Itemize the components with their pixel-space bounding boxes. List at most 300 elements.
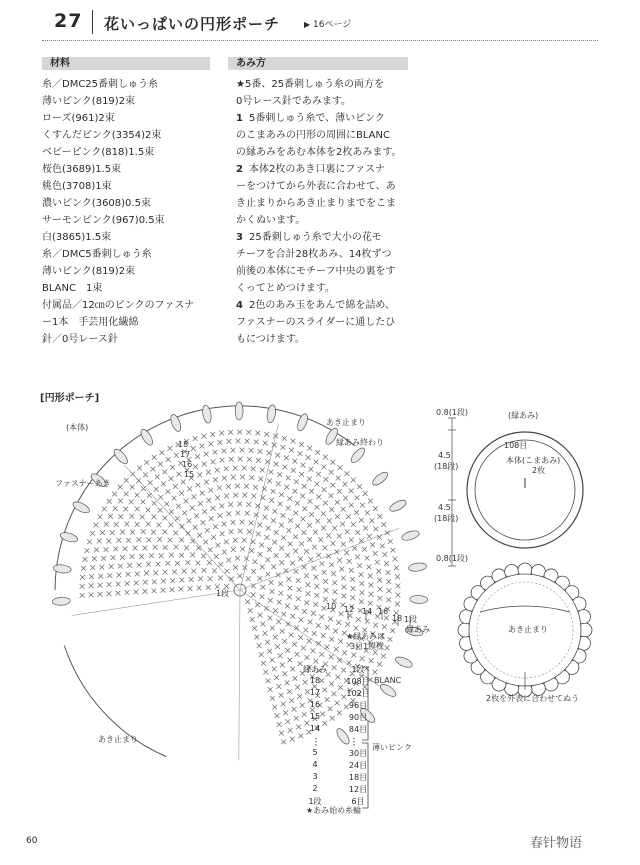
stitch-x <box>265 640 270 645</box>
stitch-x <box>123 507 128 512</box>
stitch-x <box>152 501 157 506</box>
stitch-x <box>316 623 321 628</box>
stitch-x <box>381 522 386 527</box>
stitch-x <box>118 514 123 519</box>
stitch-x <box>192 494 197 499</box>
stitch-x <box>274 675 279 680</box>
edging-petal <box>71 500 91 515</box>
stitch-x <box>304 549 309 554</box>
stitch-x <box>112 492 117 497</box>
stitch-x <box>337 534 342 539</box>
stitch-x <box>116 591 121 596</box>
stitch-x <box>319 561 324 566</box>
stitch-x <box>226 484 231 489</box>
stitch-x <box>249 475 254 480</box>
stitch-x <box>142 546 147 551</box>
stitch-x <box>299 442 304 447</box>
stitch-x <box>329 470 334 475</box>
stitch-x <box>137 563 142 568</box>
stitch-x <box>251 539 256 544</box>
stitch-x <box>185 560 190 565</box>
stitch-x <box>276 684 281 689</box>
stitch-x <box>363 526 368 531</box>
round-18-label: 18 <box>392 614 403 623</box>
stitch-x <box>222 449 227 454</box>
stitch-x <box>293 549 298 554</box>
stitch-x <box>158 462 163 467</box>
stitch-x <box>151 530 156 535</box>
stitch-x <box>331 571 336 576</box>
stitch-x <box>357 484 362 489</box>
table-row <box>300 700 390 712</box>
stitch-x <box>384 616 389 621</box>
edging-end-label: 縁あみ終わり <box>336 438 384 447</box>
stitch-x <box>126 572 131 577</box>
stitch-x <box>306 455 311 460</box>
stitch-x <box>325 645 330 650</box>
stitch-x <box>284 455 289 460</box>
stitch-x <box>159 553 164 558</box>
stitch-x <box>290 614 295 619</box>
stitch-x <box>186 531 191 536</box>
stitch-x <box>396 593 401 598</box>
stitch-x <box>267 649 272 654</box>
start-ring-note: ★あみ始め糸輪 <box>306 806 362 815</box>
edging-petal <box>139 427 155 447</box>
stitch-x <box>385 530 390 535</box>
stitch-x <box>168 522 173 527</box>
stitch-x <box>390 628 395 633</box>
stitch-x <box>214 554 219 559</box>
stitch-x <box>226 511 231 516</box>
stitch-x <box>368 601 373 606</box>
stitch-x <box>187 486 192 491</box>
stitch-x <box>113 546 118 551</box>
stitch-x <box>252 626 257 631</box>
stitch-x <box>158 508 163 513</box>
stitch-x <box>321 464 326 469</box>
stitch-x <box>161 579 166 584</box>
stitch-x <box>247 529 252 534</box>
stitch-x <box>326 533 331 538</box>
watermark-text: 春针物语 <box>530 836 583 851</box>
stitch-count: 18目 <box>348 773 368 782</box>
stitch-x <box>286 577 291 582</box>
stitch-x <box>367 534 372 539</box>
stitch-x <box>146 522 151 527</box>
stitch-x <box>201 434 206 439</box>
stitch-x <box>339 567 344 572</box>
stitch-x <box>240 448 245 453</box>
stitch-x <box>340 522 345 527</box>
stitch-x <box>150 467 155 472</box>
stitch-x <box>373 623 378 628</box>
stitch-x <box>127 563 132 568</box>
stitch-x <box>135 522 140 527</box>
stitch-x <box>315 505 320 510</box>
stitch-x <box>298 451 303 456</box>
stitch-x <box>321 633 326 638</box>
table-row <box>300 772 390 784</box>
stitch-x <box>271 518 276 523</box>
stitch-x <box>281 513 286 518</box>
stitch-x <box>258 477 263 482</box>
stitch-x <box>359 538 364 543</box>
stitch-x <box>281 535 286 540</box>
stitch-x <box>126 538 131 543</box>
stitch-x <box>205 528 210 533</box>
stitch-x <box>237 430 242 435</box>
assembly-note: 2枚を外表に合わせてぬう <box>486 694 580 703</box>
step-text: 5番刺しゅう糸で、薄いピンク <box>248 113 385 124</box>
table-row <box>300 664 390 676</box>
stitch-x <box>219 504 224 509</box>
open-stop-top-label: あき止まり <box>326 418 366 427</box>
stitch-x <box>277 472 282 477</box>
row-label: 4 <box>312 760 318 769</box>
stitch-x <box>298 556 303 561</box>
stitch-x <box>373 526 378 531</box>
stitch-x <box>255 602 260 607</box>
stitch-x <box>375 560 380 565</box>
stitch-x <box>386 597 391 602</box>
stitch-x <box>333 629 338 634</box>
stitch-x <box>299 472 304 477</box>
stitch-x <box>193 464 198 469</box>
stitch-x <box>285 719 290 724</box>
stitch-x <box>278 591 283 596</box>
stitch-x <box>288 728 293 733</box>
stitch-x <box>213 450 218 455</box>
stitch-x <box>395 574 400 579</box>
stitch-x <box>97 539 102 544</box>
stitch-x <box>336 620 341 625</box>
round-14-label: 14 <box>362 607 373 616</box>
stitch-x <box>395 602 400 607</box>
stitch-x <box>373 506 378 511</box>
stitch-x <box>293 511 298 516</box>
stitch-x <box>161 481 166 486</box>
stitch-x <box>263 670 268 675</box>
blanc-label: BLANC <box>374 676 402 685</box>
open-stop-bottom-label: あき止まり <box>98 735 138 744</box>
stitch-x <box>350 577 355 582</box>
stitch-x <box>377 535 382 540</box>
stitch-x <box>260 622 265 627</box>
stitch-x <box>305 591 310 596</box>
stitch-x <box>279 523 284 528</box>
stitch-x <box>206 498 211 503</box>
stitch-x <box>162 470 167 475</box>
stitch-count: 6目 <box>351 797 365 806</box>
stitch-x <box>161 588 166 593</box>
stitch-x <box>196 561 201 566</box>
stitch-x <box>307 639 312 644</box>
stitch-x <box>188 586 193 591</box>
stitch-x <box>294 479 299 484</box>
stitch-x <box>247 457 252 462</box>
stitch-x <box>124 522 129 527</box>
stitch-x <box>359 581 364 586</box>
stitch-x <box>359 518 364 523</box>
stitch-x <box>287 595 292 600</box>
stitch-x <box>341 542 346 547</box>
row-label: 5 <box>312 748 318 757</box>
step-text: ★5番、25番刺しゅう糸の両方を <box>236 79 385 90</box>
step-text: ファスナーのスライダーに通したひ <box>236 317 396 328</box>
stitch-x <box>342 650 347 655</box>
stitch-x <box>101 556 106 561</box>
stitch-x <box>257 643 262 648</box>
stitch-x <box>193 436 198 441</box>
stitch-x <box>160 450 165 455</box>
stitch-x <box>283 465 288 470</box>
dim-mid1: 4.5 <box>438 451 451 460</box>
material-item: サーモンピンク(967)0.5束 <box>42 215 165 226</box>
edging-note-line2: 3目1模様 <box>350 642 385 651</box>
stitch-x <box>228 430 233 435</box>
stitch-x <box>267 451 272 456</box>
stitch-x <box>213 477 218 482</box>
stitch-x <box>271 489 276 494</box>
stitch-x <box>287 496 292 501</box>
stitch-x <box>169 476 174 481</box>
stitch-x <box>315 450 320 455</box>
stitch-x <box>289 632 294 637</box>
stitch-x <box>217 513 222 518</box>
stitch-x <box>120 530 125 535</box>
stitch-x <box>233 466 238 471</box>
stitch-x <box>377 596 382 601</box>
stitch-x <box>156 562 161 567</box>
stitch-x <box>318 537 323 542</box>
edging-petal <box>388 498 408 514</box>
material-item: ローズ(961)2束 <box>42 113 115 124</box>
stitch-x <box>275 644 280 649</box>
stitch-x <box>313 659 318 664</box>
stitch-x <box>260 585 265 590</box>
stitch-x <box>240 520 245 525</box>
stitch-x <box>368 574 373 579</box>
stitch-x <box>167 446 172 451</box>
stitch-x <box>365 510 370 515</box>
stitch-x <box>349 503 354 508</box>
stitch-x <box>143 589 148 594</box>
stitch-x <box>286 506 291 511</box>
stitch-x <box>330 483 335 488</box>
stitch-x <box>180 524 185 529</box>
stitch-x <box>289 448 294 453</box>
stitch-x <box>92 556 97 561</box>
stitch-x <box>349 568 354 573</box>
stitch-x <box>89 574 94 579</box>
stitch-x <box>251 584 256 589</box>
stitch-x <box>254 439 259 444</box>
stitch-x <box>314 593 319 598</box>
stitch-count: 96目 <box>348 701 368 710</box>
stitch-x <box>174 545 179 550</box>
stitch-x <box>294 716 299 721</box>
stitch-x <box>351 653 356 658</box>
stitch-x <box>195 454 200 459</box>
stitch-x <box>312 545 317 550</box>
stitch-x <box>182 569 187 574</box>
row-label: 17 <box>309 688 321 697</box>
edging-petal <box>408 562 427 572</box>
stitch-x <box>206 585 211 590</box>
stitch-x <box>260 594 265 599</box>
stitch-x <box>147 493 152 498</box>
step-number: 3 <box>236 232 243 243</box>
stitch-count: 102目 <box>346 689 370 698</box>
stitch-x <box>83 557 88 562</box>
stitch-x <box>344 471 349 476</box>
dim-mid1-rows: (18段) <box>434 462 459 471</box>
stitch-x <box>222 476 227 481</box>
stitch-x <box>190 552 195 557</box>
stitch-x <box>163 545 168 550</box>
stitch-x <box>215 468 220 473</box>
stitch-x <box>281 739 286 744</box>
stitch-x <box>381 654 386 659</box>
stitch-x <box>286 528 291 533</box>
stitch-x <box>269 470 274 475</box>
stitch-count: 108目 <box>346 677 370 686</box>
stitch-x <box>394 565 399 570</box>
round-1-label: 1段 <box>216 589 230 598</box>
stitch-x <box>253 485 258 490</box>
stitch-x <box>87 539 92 544</box>
stitch-x <box>146 508 151 513</box>
stitch-x <box>143 472 148 477</box>
stitch-x <box>81 566 86 571</box>
stitch-x <box>266 678 271 683</box>
stitch-x <box>278 653 283 658</box>
step-text: き止まりからあき止まりまでをこま <box>236 198 396 209</box>
stitch-x <box>233 538 238 543</box>
row-label: 14 <box>309 724 321 733</box>
stitch-x <box>267 479 272 484</box>
stitch-x <box>295 652 300 657</box>
stitch-x <box>307 523 312 528</box>
round-16-label: 16 <box>378 607 389 616</box>
stitch-x <box>152 514 157 519</box>
stitch-x <box>339 612 344 617</box>
stitch-x <box>291 439 296 444</box>
stitch-x <box>114 522 119 527</box>
edging-label: 縁あみ <box>406 625 430 634</box>
stitch-x <box>334 647 339 652</box>
dim-mid2: 4.5 <box>438 503 451 512</box>
stitch-x <box>274 553 279 558</box>
stitch-x <box>309 467 314 472</box>
stitch-x <box>290 667 295 672</box>
stitch-x <box>370 542 375 547</box>
row-label: 18 <box>309 676 321 685</box>
stitch-x <box>338 639 343 644</box>
stitch-x <box>248 608 253 613</box>
page-reference-text: 16ページ <box>313 20 352 30</box>
stitch-x <box>351 586 356 591</box>
material-item: ー1本 手芸用化繊綿 <box>42 317 139 328</box>
stitch-x <box>301 516 306 521</box>
stitch-x <box>158 495 163 500</box>
stitch-x <box>321 511 326 516</box>
stitch-x <box>352 546 357 551</box>
step-number: 2 <box>236 164 243 175</box>
stitch-x <box>329 493 334 498</box>
stitch-x <box>349 537 354 542</box>
stitch-x <box>319 615 324 620</box>
stitch-x <box>144 571 149 576</box>
stitch-x <box>316 641 321 646</box>
stitch-x <box>269 498 274 503</box>
stitch-x <box>285 604 290 609</box>
stitch-x <box>263 631 268 636</box>
stitch-x <box>278 581 283 586</box>
stitch-x <box>293 534 298 539</box>
stitch-x <box>235 484 240 489</box>
stitch-x <box>200 491 205 496</box>
stitch-x <box>129 500 134 505</box>
stitch-x <box>286 476 291 481</box>
stitch-x <box>384 561 389 566</box>
stitch-x <box>270 626 275 631</box>
stitch-x <box>311 566 316 571</box>
stitch-x <box>263 441 268 446</box>
stitch-x <box>140 515 145 520</box>
stitch-x <box>141 529 146 534</box>
stitch-x <box>277 600 282 605</box>
dim-mid2-rows: (18段) <box>434 514 459 523</box>
stitch-x <box>357 563 362 568</box>
stitch-x <box>135 493 140 498</box>
stitch-x <box>130 554 135 559</box>
row-15-label: 15 <box>184 470 195 479</box>
stitch-x <box>244 556 249 561</box>
stitch-x <box>242 538 247 543</box>
stitch-x <box>173 484 178 489</box>
stitch-x <box>337 489 342 494</box>
stitch-x <box>166 457 171 462</box>
stitch-x <box>98 574 103 579</box>
stitch-x <box>198 576 203 581</box>
stitch-x <box>329 654 334 659</box>
stitch-x <box>309 512 314 517</box>
stitch-x <box>235 556 240 561</box>
stitch-x <box>304 600 309 605</box>
stitch-x <box>292 676 297 681</box>
stitch-x <box>279 560 284 565</box>
stitch-x <box>211 459 216 464</box>
stitch-x <box>341 594 346 599</box>
stitch-x <box>110 530 115 535</box>
stitch-x <box>336 476 341 481</box>
stitch-x <box>135 506 140 511</box>
stitch-x <box>135 572 140 577</box>
stitch-x <box>257 523 262 528</box>
stitch-x <box>281 445 286 450</box>
stitch-x <box>393 557 398 562</box>
stitch-x <box>207 560 212 565</box>
stitch-x <box>354 510 359 515</box>
stitch-x <box>332 526 337 531</box>
dim-top: 0.8(1段) <box>436 408 469 417</box>
stitch-x <box>386 570 391 575</box>
diagram-title: [円形ポーチ] <box>40 393 100 404</box>
material-item: 白(3865)1.5束 <box>42 232 112 243</box>
sector-line <box>124 465 240 590</box>
